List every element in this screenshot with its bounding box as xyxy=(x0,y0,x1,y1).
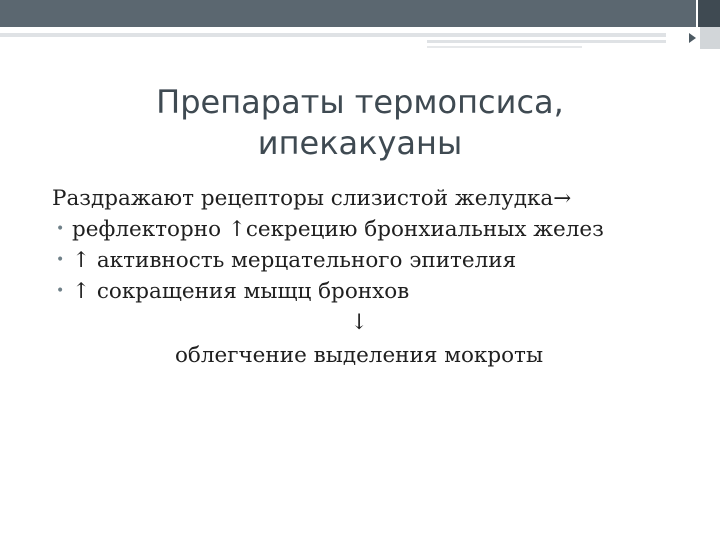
lead-text: Раздражают рецепторы слизистой желудка→ xyxy=(52,186,572,211)
bullet-item xyxy=(52,214,692,245)
bullet-text: ↑ сокращения мыщц бронхов xyxy=(72,279,410,304)
decorative-line-short xyxy=(427,46,582,48)
bullet-item xyxy=(52,245,692,276)
bullet-text: ↑ активность мерцательного эпителия xyxy=(72,248,517,273)
slide-title: Препараты термопсиса, ипекакуаны xyxy=(156,83,564,162)
bullet-dot-icon: • xyxy=(56,221,65,237)
bullet-dot-icon: • xyxy=(56,252,65,268)
header-accent-block xyxy=(698,0,720,27)
bullet-dot-icon: • xyxy=(56,283,65,299)
right-rail-decoration xyxy=(700,27,720,49)
decorative-line-mid xyxy=(427,40,666,43)
bullet-text: рефлекторно ↑секрецию бронхиальных желез xyxy=(72,217,604,242)
bullet-item xyxy=(52,276,692,307)
header-band xyxy=(0,0,698,27)
triangle-marker-icon xyxy=(689,33,696,43)
slide-body xyxy=(52,183,692,371)
result-text: облегчение выделения мокроты xyxy=(174,343,544,368)
decorative-line-long xyxy=(0,33,666,37)
down-arrow: ↓ xyxy=(349,310,368,335)
